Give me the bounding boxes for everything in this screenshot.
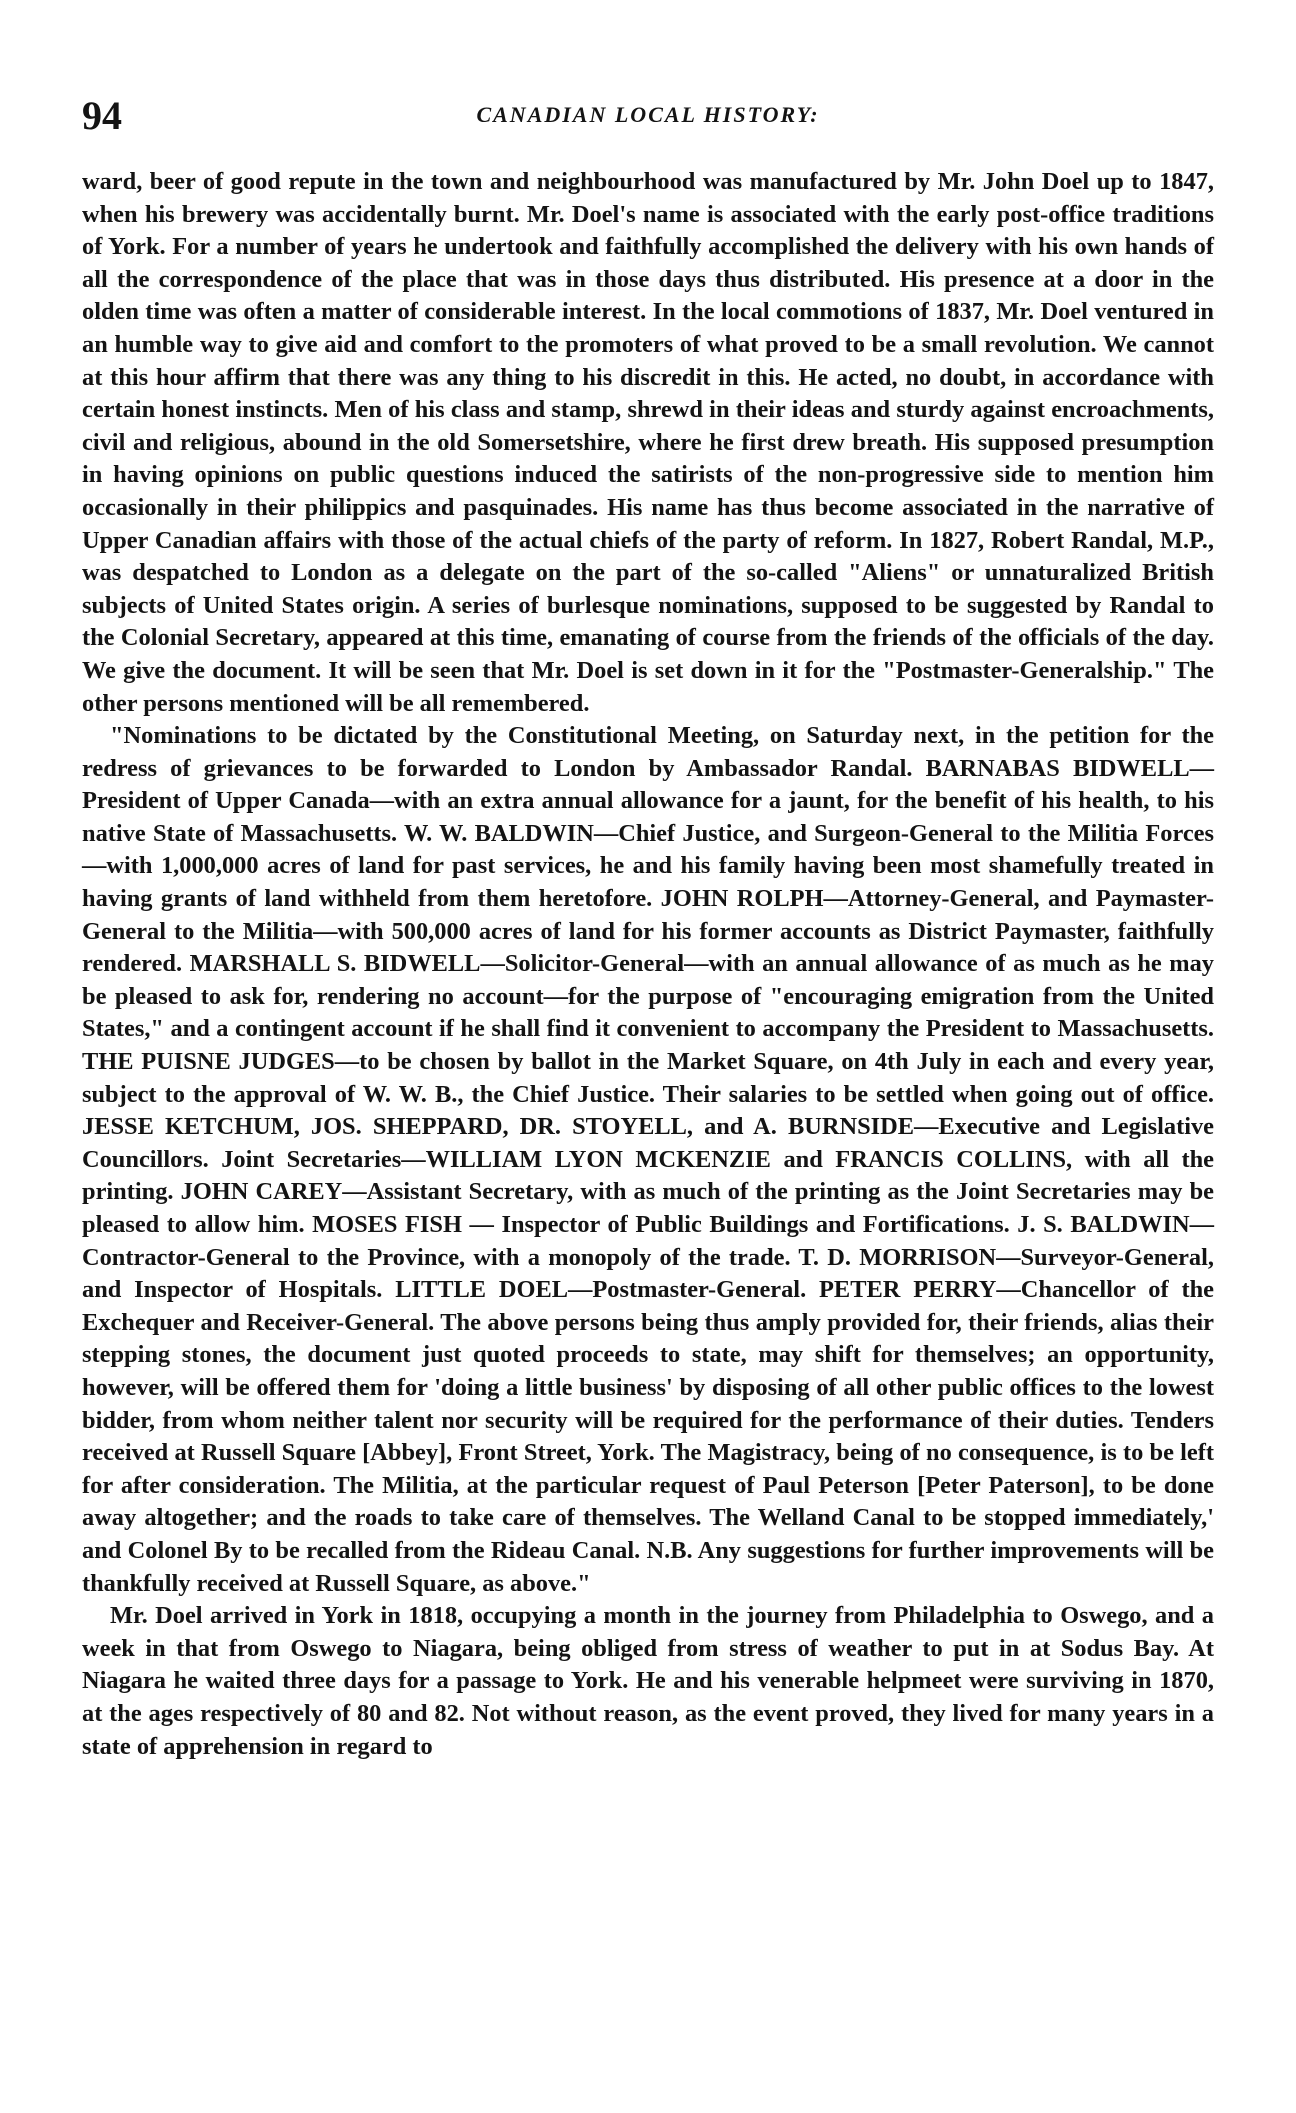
page-number: 94 xyxy=(82,93,122,138)
running-head: CANADIAN LOCAL HISTORY: xyxy=(476,102,820,127)
paragraph-doel-arrival: Mr. Doel arrived in York in 1818, occupying a month in the journey from Philadelphia to Oswego, and a week in that from Oswego to Niagara, being obliged from stress of weather to put in at Sodus Bay. At Niagara he waited three days for a passage to York. He and his venerable helpmeet were surviving in 1870, at the ages respectively of 80 and 82. Not without reason, as the event proved, they lived for many years in a state of apprehension in regard to xyxy=(82,1602,1214,1760)
body-text xyxy=(82,166,1214,1763)
paragraph-doel-biography: ward, beer of good repute in the town and neighbourhood was manufactured by Mr. John Doel up to 1847, when his brewery was accidentally burnt. Mr. Doel's name is associated with the early post-office traditions of York. For a number of years he undertook and faithfully accomplished the delivery with his own hands of all the correspondence of the place that was in those days thus distributed. His presence at a door in the olden time was often a matter of considerable interest. In the local commotions of 1837, Mr. Doel ventured in an humble way to give aid and comfort to the promoters of what proved to be a small revolution. We cannot at this hour affirm that there was any thing to his discredit in this. He acted, no doubt, in accordance with certain honest instincts. Men of his class and stamp, shrewd in their ideas and sturdy against encroachments, civil and religious, abound in the old Somersetshire, where he first drew breath. His supposed presumption in having opinions on public questions induced the satirists of the non-progressive side to mention him occasionally in their philippics and pasquinades. His name has thus become associated in the narrative of Upper Canadian affairs with those of the actual chiefs of the party of reform. In 1827, Robert Randal, M.P., was despatched to London as a delegate on the part of the so-called "Aliens" or unnaturalized British subjects of United States origin. A series of burlesque nominations, supposed to be suggested by Randal to the Colonial Secretary, appeared at this time, emanating of course from the friends of the officials of the day. We give the document. It will be seen that Mr. Doel is set down in it for the "Postmaster-Generalship." The other persons mentioned will be all remembered. xyxy=(82,168,1214,717)
page-header xyxy=(82,92,1214,152)
book-page xyxy=(82,92,1214,1763)
paragraph-nominations-quote: "Nominations to be dictated by the Constitutional Meeting, on Saturday next, in the petition for the redress of grievances to be forwarded to London by Ambassador Randal. BARNABAS BIDWELL—President of Upper Canada—with an extra annual allowance for a jaunt, for the benefit of his health, to his native State of Massachusetts. W. W. BALDWIN—Chief Justice, and Surgeon-General to the Militia Forces—with 1,000,000 acres of land for past services, he and his family having been most shamefully treated in having grants of land withheld from them heretofore. JOHN ROLPH—Attorney-General, and Paymaster-General to the Militia—with 500,000 acres of land for his former accounts as District Paymaster, faithfully rendered. MARSHALL S. BIDWELL—Solicitor-General—with an annual allowance of as much as he may be pleased to ask for, rendering no account—for the purpose of "encouraging emigration from the United States," and a contingent account if he shall find it convenient to accompany the President to Massachusetts. THE PUISNE JUDGES—to be chosen by ballot in the Market Square, on 4th July in each and every year, subject to the approval of W. W. B., the Chief Justice. Their salaries to be settled when going out of office. JESSE KETCHUM, JOS. SHEPPARD, DR. STOYELL, and A. BURNSIDE—Executive and Legislative Councillors. Joint Secretaries—WILLIAM LYON MCKENZIE and FRANCIS COLLINS, with all the printing. JOHN CAREY—Assistant Secretary, with as much of the printing as the Joint Secretaries may be pleased to allow him. MOSES FISH — Inspector of Public Buildings and Fortifications. J. S. BALDWIN—Contractor-General to the Province, with a monopoly of the trade. T. D. MORRISON—Surveyor-General, and Inspector of Hospitals. LITTLE DOEL—Postmaster-General. PETER PERRY—Chancellor of the Exchequer and Receiver-General. The above persons being thus amply provided for, their friends, alias their stepping stones, the document just quoted proceeds to state, may shift for themselves; an opportunity, however, will be offered them for 'doing a little business' by disposing of all other public offices to the lowest bidder, from whom neither talent nor security will be required for the performance of their duties. Tenders received at Russell Square [Abbey], Front Street, York. The Magistracy, being of no consequence, is to be left for after consideration. The Militia, at the particular request of Paul Peterson [Peter Paterson], to be done away altogether; and the roads to take care of themselves. The Welland Canal to be stopped immediately,' and Colonel By to be recalled from the Rideau Canal. N.B. Any suggestions for further improvements will be thankfully received at Russell Square, as above." xyxy=(82,722,1214,1597)
